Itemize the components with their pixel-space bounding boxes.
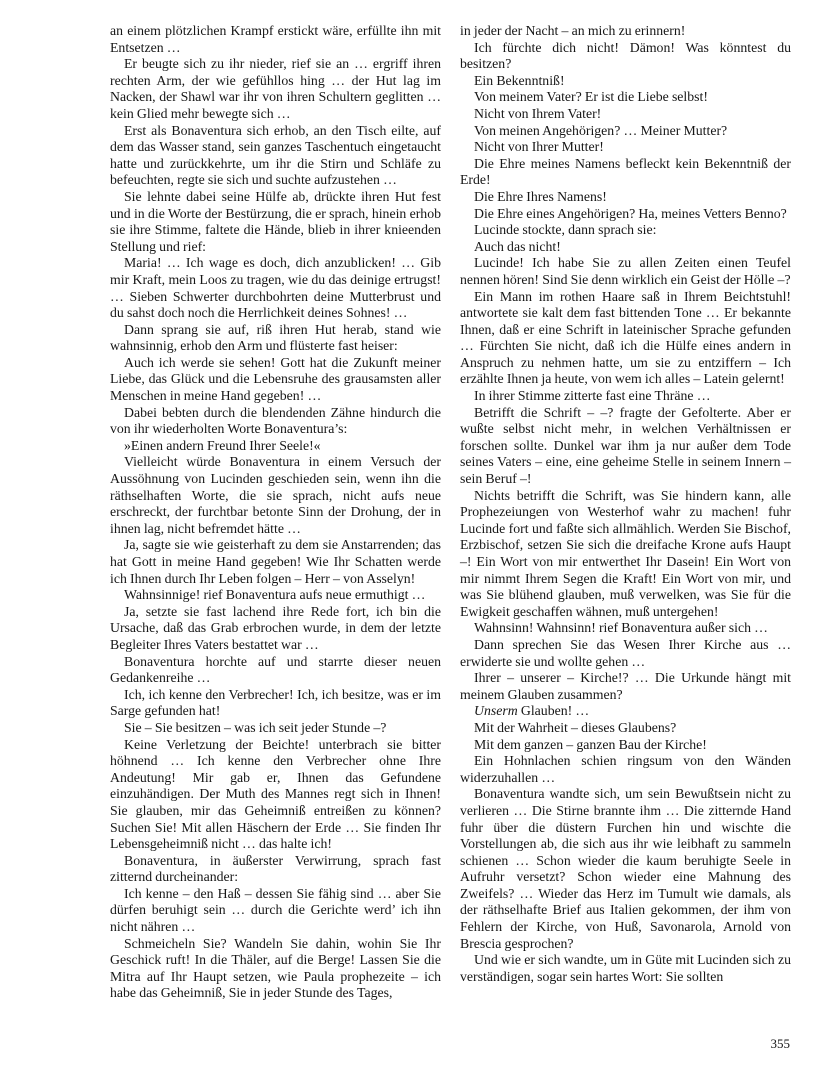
paragraph bbox=[110, 189, 441, 255]
paragraph-text: Lucinde! Ich habe Sie zu allen Zeiten einen Teufel nennen hören! Sind Sie denn wirklich ein Geist der Hölle –? bbox=[460, 255, 791, 287]
paragraph-text: Dabei bebten durch die blendenden Zähne hindurch die von ihr wiederholten Worte Bonaventura’s: bbox=[110, 404, 441, 437]
paragraph bbox=[460, 222, 791, 239]
paragraph bbox=[110, 56, 441, 122]
text-area bbox=[110, 23, 791, 1002]
text-column-right bbox=[460, 23, 791, 1002]
paragraph bbox=[110, 886, 441, 936]
paragraph bbox=[460, 637, 791, 670]
paragraph bbox=[110, 255, 441, 321]
paragraph bbox=[460, 786, 791, 952]
paragraph bbox=[460, 488, 791, 621]
paragraph bbox=[110, 537, 441, 587]
paragraph bbox=[460, 952, 791, 985]
paragraph bbox=[110, 355, 441, 405]
paragraph-text: Lucinde stockte, dann sprach sie: bbox=[474, 222, 657, 238]
paragraph-text: Mit dem ganzen – ganzen Bau der Kirche! bbox=[474, 736, 707, 752]
paragraph bbox=[460, 189, 791, 206]
paragraph-text: an einem plötzlichen Krampf erstickt wäre, erfüllte ihn mit Entsetzen … bbox=[110, 23, 441, 55]
paragraph bbox=[110, 853, 441, 886]
paragraph bbox=[110, 438, 441, 455]
paragraph-text-italic: Unserm bbox=[474, 703, 518, 719]
paragraph bbox=[110, 604, 441, 654]
paragraph bbox=[460, 289, 791, 389]
paragraph-text: Betrifft die Schrift – –? fragte der Gefolterte. Aber er wußte selbst nicht mehr, in welchen Verhältnissen er forschen sollte. Dunkel war ihm ja nur außer dem Tode seines Vaters – eine, eine geheime Stelle in seinem Innern – sein Beruf –! bbox=[460, 404, 791, 487]
paragraph-text: Glauben! … bbox=[517, 703, 590, 719]
paragraph-text: Wahnsinnige! rief Bonaventura aufs neue ermuthigt … bbox=[124, 587, 426, 603]
paragraph-text: Die Ehre meines Namens befleckt kein Bekenntniß der Erde! bbox=[460, 155, 791, 188]
paragraph-text: Die Ehre Ihres Namens! bbox=[474, 188, 607, 204]
paragraph-text: Ein Mann im rothen Haare saß in Ihrem Beichtstuhl! antwortete sie kalt dem fast bittenden Tone … Er bekannte Ihnen, daß er eine Schrift in lateinischer Sprache gefunden … Fürchten Sie nicht, daß ich die Hülfe eines andern in Anspruch zu nehmen hatte, um sie zu entziffern – Ich erzählte Ihnen ja heute, von wem ich alles – Latein gelernt! bbox=[460, 288, 791, 387]
paragraph bbox=[110, 654, 441, 687]
paragraph-text: Ich, ich kenne den Verbrecher! Ich, ich besitze, was er im Sarge gefunden hat! bbox=[110, 686, 441, 719]
paragraph-text: Dann sprechen Sie das Wesen Ihrer Kirche aus … erwiderte sie und wollte gehen … bbox=[460, 636, 791, 669]
paragraph bbox=[110, 123, 441, 189]
paragraph-text: Wahnsinn! Wahnsinn! rief Bonaventura außer sich … bbox=[474, 620, 768, 636]
paragraph bbox=[460, 255, 791, 288]
page-number: 355 bbox=[770, 1036, 790, 1051]
paragraph bbox=[460, 753, 791, 786]
paragraph bbox=[460, 405, 791, 488]
paragraph bbox=[110, 587, 441, 604]
paragraph bbox=[460, 106, 791, 123]
paragraph bbox=[460, 40, 791, 73]
paragraph-text: in jeder der Nacht – an mich zu erinnern! bbox=[460, 23, 686, 38]
paragraph bbox=[110, 936, 441, 1002]
paragraph-text: Sie lehnte dabei seine Hülfe ab, drückte ihren Hut fest und in die Worte der Bestürzung, die er sprach, hinein erhob sie ihre Stimme, faltete die Hände, blieb in ihrer knieenden Stellung und rief: bbox=[110, 188, 441, 254]
paragraph bbox=[460, 239, 791, 256]
paragraph bbox=[460, 737, 791, 754]
paragraph bbox=[460, 388, 791, 405]
paragraph bbox=[460, 720, 791, 737]
paragraph bbox=[460, 670, 791, 703]
paragraph bbox=[110, 720, 441, 737]
paragraph-text: Und wie er sich wandte, um in Güte mit Lucinden sich zu verständigen, sogar sein hartes Wort: Sie sollten bbox=[460, 952, 791, 984]
paragraph-text: Er beugte sich zu ihr nieder, rief sie an … ergriff ihren rechten Arm, der wie gefühllos hing … der Hut lag im Nacken, der Shawl war ihr von ihren Schultern geglitten … kein Glied mehr bewegte sich … bbox=[110, 56, 441, 121]
paragraph-text: Mit der Wahrheit – dieses Glaubens? bbox=[474, 719, 677, 735]
paragraph bbox=[460, 73, 791, 90]
paragraph bbox=[110, 23, 441, 56]
paragraph-text: Schmeicheln Sie? Wandeln Sie dahin, wohin Sie Ihr Geschick ruft! In die Thäler, auf die Berge! Lassen Sie die Mitra auf Ihr Haupt setzen, wie Paula prophezeite – ich habe das Geheimniß, Sie in jeder Stunde des Tages, bbox=[110, 935, 441, 1001]
paragraph-text: Ein Hohnlachen schien ringsum von den Wänden widerzuhallen … bbox=[460, 753, 791, 785]
paragraph-text: Nicht von Ihrem Vater! bbox=[474, 105, 602, 121]
paragraph bbox=[460, 703, 791, 720]
paragraph-text: Bonaventura horchte auf und starrte dieser neuen Gedankenreihe … bbox=[110, 653, 441, 686]
paragraph-text: In ihrer Stimme zitterte fast eine Thräne … bbox=[474, 388, 711, 404]
paragraph-text: Bonaventura wandte sich, um sein Bewußtsein nicht zu verlieren … Die Stirne brannte ihm … Die zitternde Hand fuhr über die düstern Furchen hin und wischte die Vorstellungen ab, die sich aus ihr wie leibhaft zu sammeln schienen … Schon wieder die kaum beruhigte Seele in Aufruhr versetzt? Schon wieder eine Mahnung des Zweifels? … Wieder das Herz im Tumult wie damals, als der räthselhafte Brief aus Italien gekommen, der ihm von Fehlern der Kirche, von Huß, Savonarola, Arnold von Brescia gesprochen? bbox=[460, 786, 791, 951]
paragraph-text: Ich kenne – den Haß – dessen Sie fähig sind … aber Sie dürfen beruhigt sein … durch die Gerichte werd’ ich ihn nicht nähren … bbox=[110, 885, 441, 935]
paragraph-text: Nicht von Ihrer Mutter! bbox=[474, 139, 604, 155]
paragraph-text: Auch das nicht! bbox=[474, 238, 561, 254]
paragraph-text: Ein Bekenntniß! bbox=[474, 72, 565, 88]
paragraph-text: Ihrer – unserer – Kirche!? … Die Urkunde hängt mit meinem Glauben zusammen? bbox=[460, 670, 791, 702]
text-column-left bbox=[110, 23, 441, 1002]
paragraph-text: Dann sprang sie auf, riß ihren Hut herab, stand wie wahnsinnig, erhob den Arm und flüsterte fast heiser: bbox=[110, 321, 441, 354]
paragraph-text: »Einen andern Freund Ihrer Seele!« bbox=[124, 437, 321, 453]
paragraph-text: Ja, sagte sie wie geisterhaft zu dem sie Anstarrenden; das hat Gott in meine Hand gegeben! Wie Ihr Schatten werde ich Ihnen durch Ihr Leben folgen – Herr – von Asselyn! bbox=[110, 537, 441, 586]
paragraph-text: Von meinen Angehörigen? … Meiner Mutter? bbox=[474, 122, 728, 138]
paragraph bbox=[460, 89, 791, 106]
paragraph-text: Die Ehre eines Angehörigen? Ha, meines Vetters Benno? bbox=[474, 205, 787, 221]
paragraph-text: Ja, setzte sie fast lachend ihre Rede fort, ich bin die Ursache, daß das Grab erbrochen wurde, in dem der letzte Begleiter Ihres Vaters bestattet war … bbox=[110, 603, 441, 652]
paragraph bbox=[460, 206, 791, 223]
paragraph bbox=[460, 23, 791, 40]
paragraph bbox=[110, 405, 441, 438]
paragraph-text: Keine Verletzung der Beichte! unterbrach sie bitter höhnend … Ich kenne den Verbrecher ohne Ihre Andeutung! Mir gab er, Ihnen das Gefundene einzuhändigen. Der Muth des Mannes regt sich in Ihnen! Sie glauben, mir das Geheimniß entreißen zu können? Suchen Sie! Mit allen Häschern der Erde … Sie finden Ihr Lebensgeheimniß nicht … das halte ich! bbox=[110, 736, 441, 852]
paragraph-text: Nichts betrifft die Schrift, was Sie hindern kann, alle Prophezeiungen von Westerhof wahr zu machen! fuhr Lucinde fort und faßte sich allmählich. Werden Sie Bischof, Erzbischof, setzen Sie sich die dreifache Krone aufs Haupt –! Ein Wort von mir entwerthet Ihr Dasein! Ein Wort von mir nimmt Ihrem Segen die Kraft! Ein Wort von mir, und was Sie blühend glauben, muß verwelken, was Sie für die Ewigkeit geschaffen wähnen, muß untergehen! bbox=[460, 487, 791, 619]
paragraph bbox=[460, 620, 791, 637]
paragraph-text: Auch ich werde sie sehen! Gott hat die Zukunft meiner Liebe, das Glück und die Lebensruhe des grausamsten aller Menschen in meine Hand gegeben! … bbox=[110, 354, 441, 404]
paragraph-text: Sie – Sie besitzen – was ich seit jeder Stunde –? bbox=[124, 719, 387, 735]
paragraph bbox=[460, 156, 791, 189]
paragraph-text: Vielleicht würde Bonaventura in einem Versuch der Aussöhnung von Lucinden geschieden sein, wenn ihn die räthselhaften Worte, die sie sprach, nicht aufs neue erschreckt, der furchtbar betonte Sinn der Drohung, der in ihnen lag, nicht befremdet hätte … bbox=[110, 454, 441, 536]
paragraph bbox=[110, 322, 441, 355]
paragraph bbox=[460, 123, 791, 140]
paragraph-text: Bonaventura, in äußerster Verwirrung, sprach fast zitternd durcheinander: bbox=[110, 852, 441, 885]
paragraph-text: Maria! … Ich wage es doch, dich anzublicken! … Gib mir Kraft, mein Loos zu tragen, wie du das deinige ertrugst! … Sieben Schwerter durchbohrten deine Mutterbrust und du sahst doch noch die Herrlichkeit deines Sohnes! … bbox=[110, 255, 441, 321]
paragraph bbox=[110, 687, 441, 720]
paragraph bbox=[110, 737, 441, 853]
paragraph-text: Von meinem Vater? Er ist die Liebe selbst! bbox=[474, 89, 708, 105]
paragraph bbox=[460, 139, 791, 156]
paragraph-text: Ich fürchte dich nicht! Dämon! Was könntest du besitzen? bbox=[460, 39, 791, 72]
paragraph bbox=[110, 454, 441, 537]
paragraph-text: Erst als Bonaventura sich erhob, an den Tisch eilte, auf dem das Wasser stand, sein ganzes Taschentuch eingetaucht hatte und zurückkehrte, um ihr die Stirn und Schläfe zu befeuchten, regte sie sich und suchte aufzustehen … bbox=[110, 122, 441, 188]
